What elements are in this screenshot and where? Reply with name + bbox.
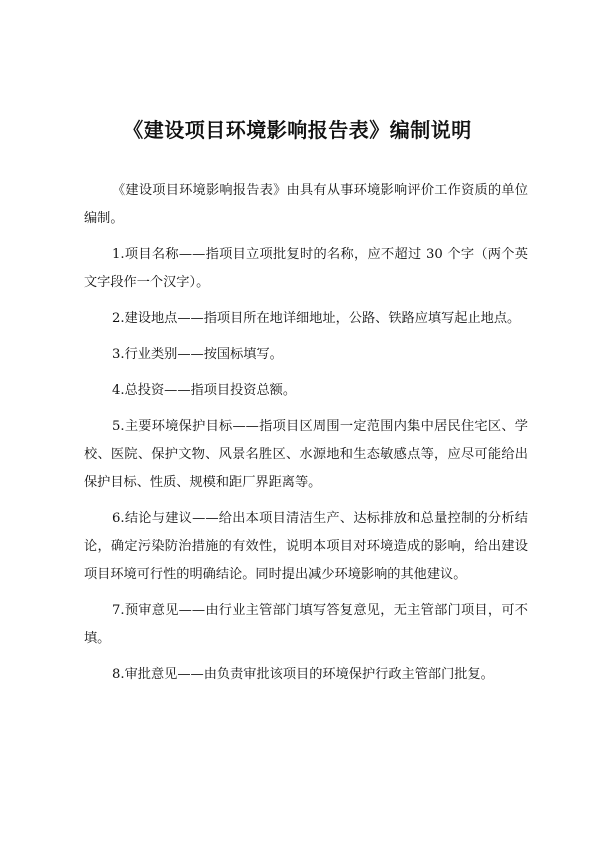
- intro-paragraph: 《建设项目环境影响报告表》由具有从事环境影响评价工作资质的单位编制。: [84, 183, 528, 226]
- item-project-name: 1.项目名称——指项目立项批复时的名称，应不超过 30 个字（两个英文字段作一个汉字）。: [84, 247, 528, 290]
- item-conclusions: 6.结论与建议——给出本项目清洁生产、达标排放和总量控制的分析结论，确定污染防治措施的有效性，说明本项目对环境造成的影响，给出建设项目环境可行性的明确结论。同时提出减少环境影响的其他建议。: [84, 511, 528, 582]
- item-total-investment: 4.总投资——指项目投资总额。: [112, 383, 297, 398]
- document-title: 《建设项目环境影响报告表》编制说明: [123, 118, 472, 142]
- item-protection-targets: 5.主要环境保护目标——指项目区周围一定范围内集中居民住宅区、学校、医院、保护文物、风景名胜区、水源地和生态敏感点等，应尽可能给出保护目标、性质、规模和距厂界距离等。: [84, 419, 528, 490]
- item-industry-category: 3.行业类别——按国标填写。: [112, 347, 283, 362]
- item-approval-opinion: 8.审批意见——由负责审批该项目的环境保护行政主管部门批复。: [112, 667, 494, 682]
- item-preliminary-review: 7.预审意见——由行业主管部门填写答复意见，无主管部门项目，可不填。: [84, 603, 528, 646]
- instructions-body: [84, 177, 528, 697]
- item-construction-location: 2.建设地点——指项目所在地详细地址，公路、铁路应填写起止地点。: [112, 311, 521, 326]
